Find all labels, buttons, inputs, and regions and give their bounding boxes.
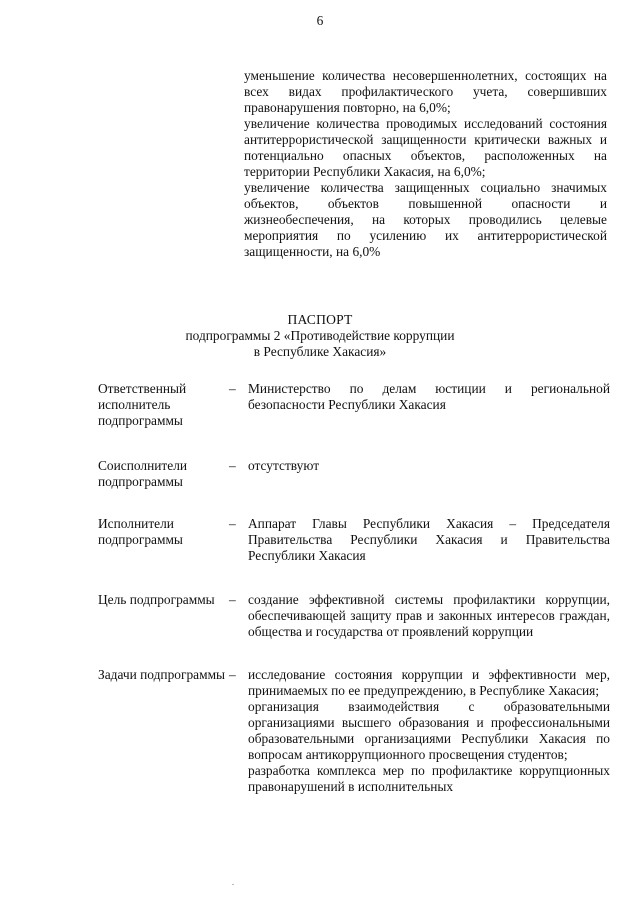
row-label: Исполнители подпрограммы [98,516,183,547]
row-value: отсутствуют [248,458,320,473]
indicator-paragraph: увеличение количества защищенных социально значимых объектов, объектов повышенной опасности и жизнеобеспечения, на которых проводились целевые мероприятия по усилению их антитеррористической защищенности, на 6,0% [244,180,607,259]
row-label: Соисполнители подпрограммы [98,458,188,489]
task-item: разработка комплекса мер по профилактике коррупционных правонарушений в исполнительных [248,763,610,794]
row-value-list [248,667,610,795]
row-value: создание эффективной системы профилактики коррупции, обеспечивающей защиту прав и законных интересов граждан, общества и государства от проявлений коррупции [248,592,610,639]
row-value: Аппарат Главы Республики Хакасия – Председателя Правительства Республики Хакасия и Правительства Республики Хакасия [248,516,610,563]
row-dash: – [229,381,236,396]
row-dash: – [229,667,236,682]
row-value: Министерство по делам юстиции и региональной безопасности Республики Хакасия [248,381,610,412]
row-label: Ответственный исполнитель подпрограммы [98,381,187,428]
goals-indicators-block [244,68,607,260]
scan-artifact-dot [232,884,234,885]
passport-subtitle-line2: в Республике Хакасия» [253,344,387,359]
row-dash: – [229,516,236,531]
passport-title: ПАСПОРТ [287,312,353,327]
passport-subtitle-line1: подпрограммы 2 «Противодействие коррупции [185,328,455,343]
indicator-paragraph: увеличение количества проводимых исследований состояния антитеррористической защищенности критически важных и потенциально опасных объектов, расположенных на территории Республики Хакасия, на 6,0%; [244,116,607,179]
row-label: Задачи подпрограммы [98,667,226,682]
page-number: 6 [316,13,324,28]
row-label: Цель подпрограммы [98,592,215,607]
passport-title-block [0,312,640,360]
task-item: организация взаимодействия с образовательными организациями высшего образования и профессиональными образовательными организациями Республики Хакасия по вопросам антикоррупционного просвещения студентов; [248,699,610,762]
indicator-paragraph: уменьшение количества несовершеннолетних, состоящих на всех видах профилактического учета, совершивших правонарушения повторно, на 6,0%; [244,68,607,115]
row-dash: – [229,458,236,473]
task-item: исследование состояния коррупции и эффективности мер, принимаемых по ее предупреждению, в Республике Хакасия; [248,667,610,698]
row-dash: – [229,592,236,607]
